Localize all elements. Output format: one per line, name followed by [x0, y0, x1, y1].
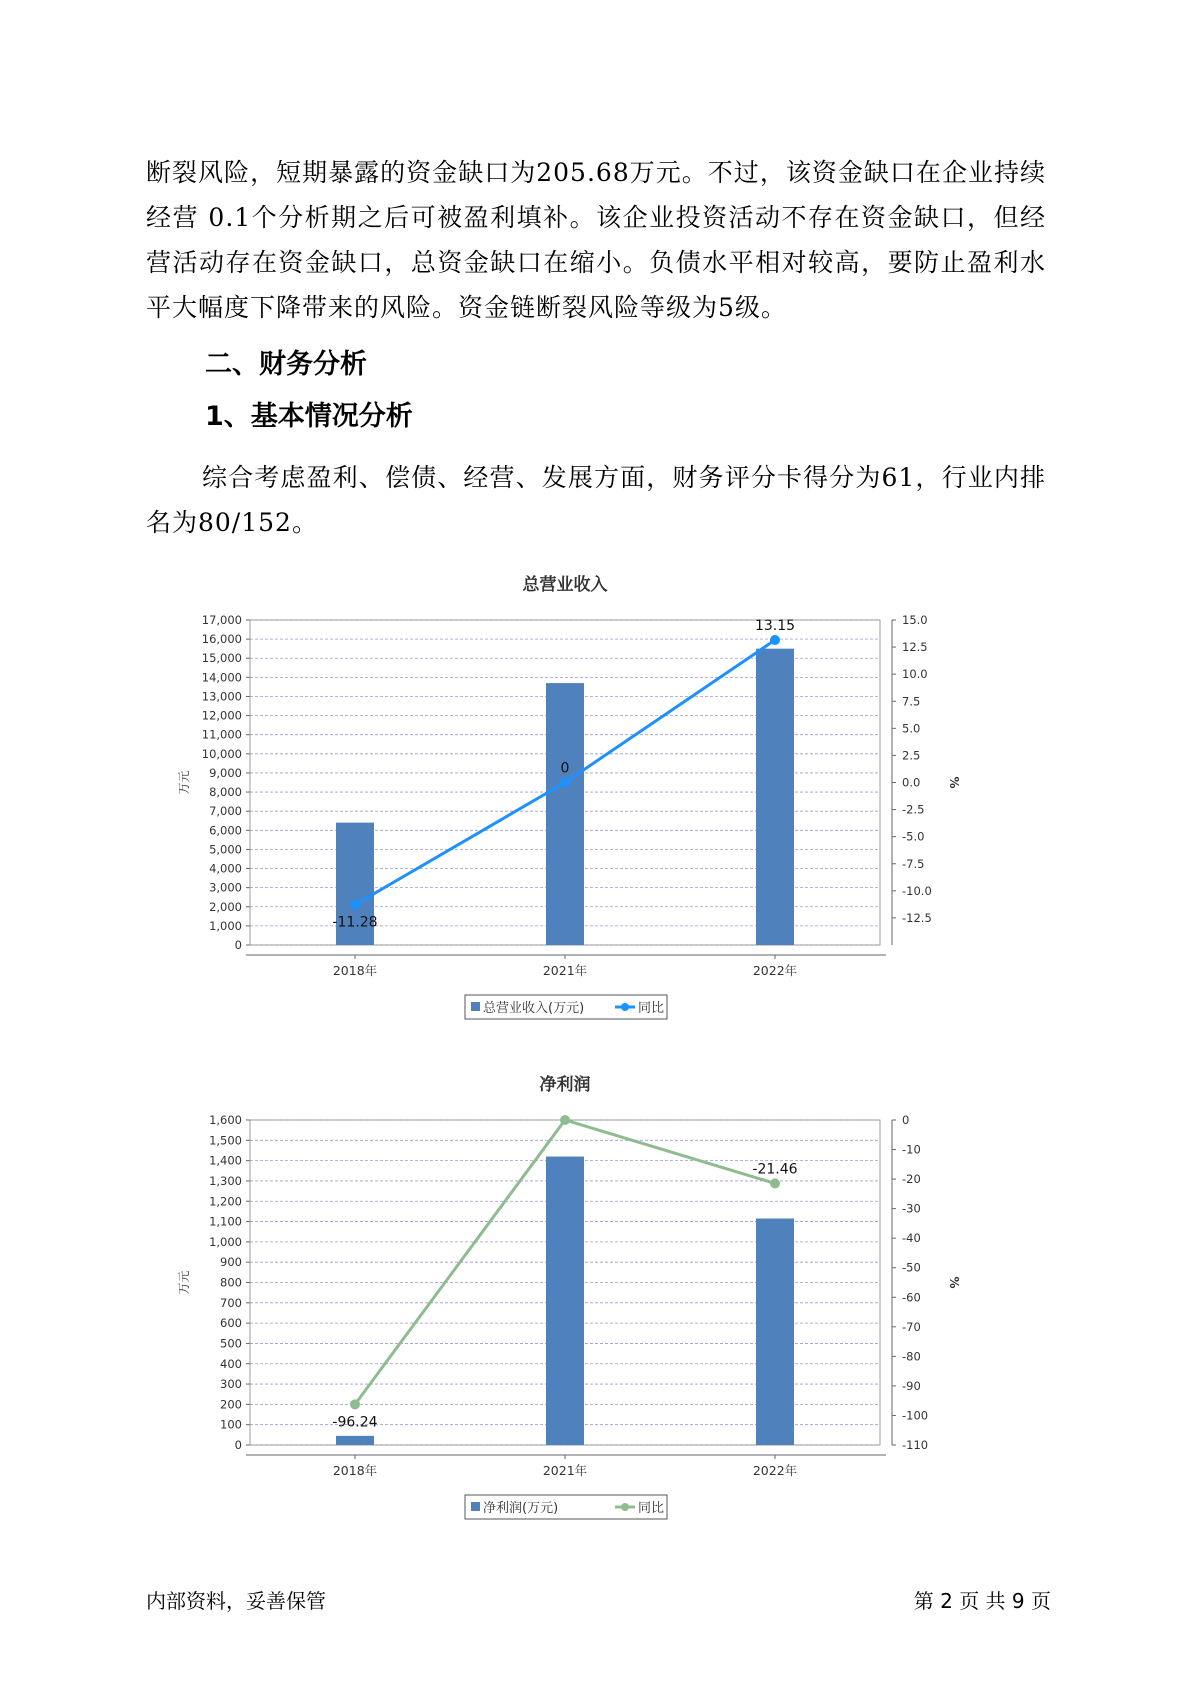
y-axis-label: 万元 [177, 1270, 191, 1295]
y2-tick-label: -60 [902, 1290, 921, 1305]
x-tick-label: 2022年 [752, 1463, 798, 1478]
y-tick-label: 10,000 [201, 746, 242, 761]
legend-bar-swatch [471, 1002, 480, 1011]
data-label: -96.24 [332, 1414, 378, 1431]
y-tick-label: 4,000 [209, 861, 242, 876]
chart-title: 总营业收入 [522, 575, 608, 595]
footer-page-number: 第 2 页 共 9 页 [913, 1589, 1051, 1613]
x-tick-label: 2018年 [332, 1463, 378, 1478]
paragraph-risk: 断裂风险，短期暴露的资金缺口为205.68万元。不过，该资金缺口在企业持续经营 0.1个分析期之后可被盈利填补。该企业投资活动不存在资金缺口，但经营活动存在资金缺口，总资金缺口在缩小。负债水平相对较高，要防止盈利水平大幅度下降带来的风险。资金链断裂风险等级为5级。 [146, 158, 1046, 322]
line-point [770, 635, 780, 645]
line-point [560, 778, 570, 788]
y-tick-label: 16,000 [201, 632, 242, 647]
y-tick-label: 6,000 [209, 823, 242, 838]
y2-tick-label: -20 [902, 1172, 921, 1187]
data-label: -11.28 [332, 914, 378, 931]
y-tick-label: 1,100 [209, 1214, 242, 1229]
bar [336, 1436, 374, 1445]
chart-title: 净利润 [539, 1075, 591, 1095]
y-tick-label: 1,000 [209, 1234, 242, 1249]
y-tick-label: 7,000 [209, 804, 242, 819]
y-tick-label: 1,200 [209, 1194, 242, 1209]
y2-tick-label: -40 [902, 1231, 921, 1246]
y-tick-label: 0 [234, 938, 242, 952]
y-axis-label: 万元 [177, 770, 191, 795]
y-tick-label: 700 [220, 1295, 242, 1310]
footer-confidential: 内部资料，妥善保管 [146, 1589, 326, 1613]
y2-tick-label: -12.5 [902, 910, 932, 925]
data-label: -21.46 [752, 1161, 798, 1178]
line-point [770, 1178, 780, 1188]
y-tick-label: 9,000 [209, 765, 242, 780]
y-tick-label: 2,000 [209, 899, 242, 914]
y-tick-label: 14,000 [201, 670, 242, 685]
y-tick-label: 0 [234, 1438, 242, 1452]
y2-tick-label: 15.0 [902, 613, 928, 627]
y-tick-label: 17,000 [201, 613, 242, 627]
y-tick-label: 12,000 [201, 708, 242, 723]
x-tick-label: 2021年 [542, 1463, 588, 1478]
y-tick-label: 100 [220, 1417, 242, 1432]
legend-bar-label: 净利润(万元) [483, 1501, 559, 1516]
legend [465, 1495, 667, 1519]
y-tick-label: 3,000 [209, 880, 242, 895]
y-tick-label: 500 [220, 1336, 242, 1351]
line-point [560, 1115, 570, 1125]
legend-line-marker [621, 1503, 629, 1511]
legend-line-marker [621, 1003, 629, 1011]
data-label: 0 [560, 760, 570, 777]
legend-line-label: 同比 [638, 1501, 665, 1516]
y-tick-label: 600 [220, 1316, 242, 1331]
x-tick-label: 2021年 [542, 963, 588, 978]
y2-axis-label: % [947, 1276, 961, 1289]
y2-axis-label: % [947, 776, 961, 789]
y2-tick-label: -110 [902, 1438, 929, 1452]
y-tick-label: 1,600 [209, 1113, 242, 1127]
y2-tick-label: -7.5 [902, 856, 925, 871]
legend-bar-swatch [471, 1502, 480, 1511]
y2-tick-label: -90 [902, 1378, 921, 1393]
y2-tick-label: -50 [902, 1260, 921, 1275]
x-tick-label: 2018年 [332, 963, 378, 978]
y-tick-label: 800 [220, 1275, 242, 1290]
bar [546, 683, 584, 945]
y-tick-label: 15,000 [201, 651, 242, 666]
y-tick-label: 900 [220, 1255, 242, 1270]
y-tick-label: 300 [220, 1377, 242, 1392]
line-point [350, 1399, 360, 1409]
bar [756, 1219, 794, 1445]
y-tick-label: 1,000 [209, 918, 242, 933]
y2-tick-label: -10 [902, 1142, 921, 1157]
line-point [350, 900, 360, 910]
legend [465, 995, 667, 1019]
data-label: 13.15 [754, 618, 796, 635]
y2-tick-label: -2.5 [902, 802, 925, 817]
section-heading: 二、财务分析 [205, 349, 367, 380]
legend-line-label: 同比 [638, 1001, 665, 1016]
y-tick-label: 1,400 [209, 1153, 242, 1168]
y2-tick-label: 7.5 [902, 694, 921, 709]
y-tick-label: 5,000 [209, 842, 242, 857]
y-tick-label: 11,000 [201, 727, 242, 742]
y2-tick-label: 0 [902, 1113, 910, 1127]
y2-tick-label: 10.0 [902, 667, 928, 682]
y2-tick-label: -10.0 [902, 883, 932, 898]
y2-tick-label: -80 [902, 1349, 921, 1364]
y2-tick-label: 2.5 [902, 748, 921, 763]
y2-tick-label: -5.0 [902, 829, 925, 844]
y-tick-label: 1,300 [209, 1173, 242, 1188]
y2-tick-label: 0.0 [902, 775, 921, 790]
legend-bar-label: 总营业收入(万元) [483, 1001, 585, 1016]
y-tick-label: 400 [220, 1356, 242, 1371]
y2-tick-label: -30 [902, 1201, 921, 1216]
y2-tick-label: 5.0 [902, 721, 921, 736]
subsection-heading: 1、基本情况分析 [205, 401, 413, 432]
paragraph-score: 综合考虑盈利、偿债、经营、发展方面，财务评分卡得分为61，行业内排名为80/152。 [146, 463, 1046, 537]
bar [756, 649, 794, 945]
y-tick-label: 200 [220, 1397, 242, 1412]
x-tick-label: 2022年 [752, 963, 798, 978]
revenue-chart [150, 560, 1050, 1030]
y2-tick-label: -100 [902, 1408, 929, 1423]
y2-tick-label: -70 [902, 1319, 921, 1334]
y-tick-label: 13,000 [201, 689, 242, 704]
bar [546, 1157, 584, 1445]
net-profit-chart [150, 1060, 1050, 1530]
y-tick-label: 1,500 [209, 1133, 242, 1148]
y2-tick-label: 12.5 [902, 640, 928, 655]
y-tick-label: 8,000 [209, 785, 242, 800]
